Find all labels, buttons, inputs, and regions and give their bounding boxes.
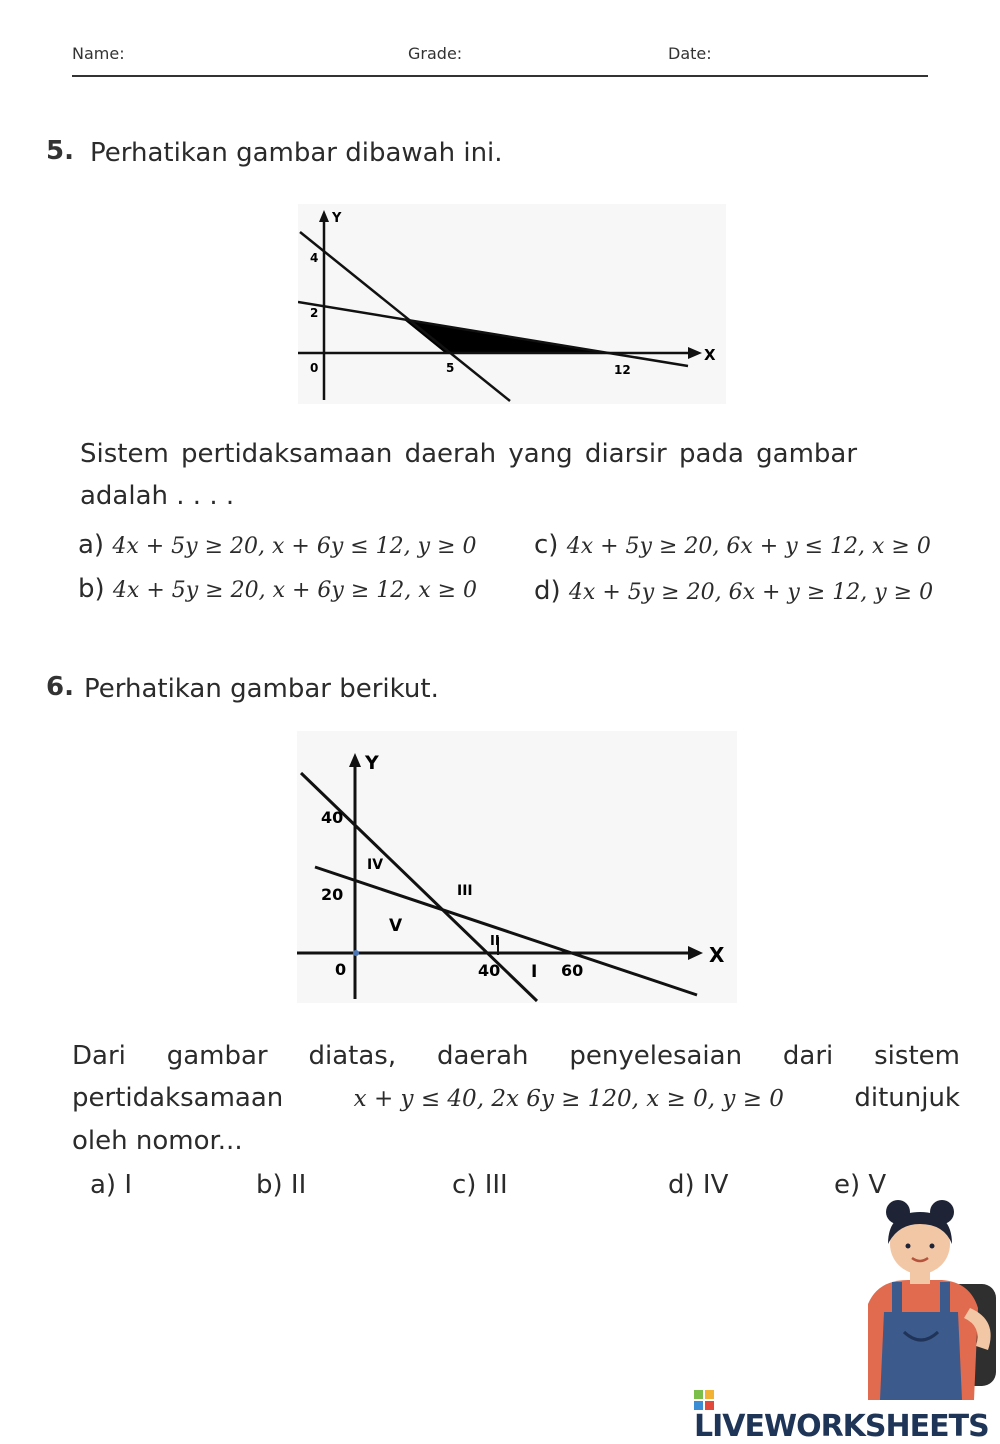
student-mascot-illustration <box>858 1200 1000 1400</box>
q6-question <box>72 1035 960 1162</box>
q6-word: daerah <box>436 1041 529 1071</box>
q5-x-tick-12: 12 <box>614 363 631 377</box>
q6-question-line3: oleh nomor... <box>72 1126 243 1156</box>
q6-x-axis-label: X <box>709 943 725 967</box>
q6-graph <box>297 731 737 1003</box>
q6-origin: 0 <box>335 960 347 979</box>
q5-option-b-label: b) <box>78 574 105 604</box>
q6-line2-suffix: ditunjuk <box>854 1083 960 1113</box>
q6-x-tick-40: 40 <box>478 961 501 980</box>
header-divider <box>72 75 928 77</box>
q5-option-c[interactable] <box>534 530 931 560</box>
q6-inequality-math: x + y ≤ 40, 2x 6y ≥ 120, x ≥ 0, y ≥ 0 <box>353 1086 784 1112</box>
q5-option-d-math: 4x + 5y ≥ 20, 6x + y ≥ 12, y ≥ 0 <box>568 580 934 605</box>
q6-region-iii: III <box>457 883 473 899</box>
q6-word: penyelesaian <box>569 1041 743 1071</box>
date-label: Date: <box>668 44 712 63</box>
q6-region-i: I <box>531 962 538 982</box>
q5-option-a[interactable] <box>78 530 477 560</box>
q6-option-e[interactable]: e) V <box>834 1170 887 1200</box>
liveworksheets-logo <box>694 1374 1000 1444</box>
q5-y-tick-4: 4 <box>310 251 319 265</box>
q6-option-b[interactable]: b) II <box>256 1170 307 1200</box>
q6-line2-prefix: pertidaksamaan <box>72 1083 284 1113</box>
q6-option-d[interactable]: d) IV <box>668 1170 729 1200</box>
q6-question-line1 <box>72 1035 960 1077</box>
q5-option-c-label: c) <box>534 530 559 560</box>
q5-graph <box>298 204 726 404</box>
brand-name: LIVEWORKSHEETS <box>694 1409 989 1444</box>
q5-option-a-math: 4x + 5y ≥ 20, x + 6y ≤ 12, y ≥ 0 <box>112 534 477 559</box>
q6-y-axis-label: Y <box>365 752 379 774</box>
q5-option-b[interactable] <box>78 574 477 604</box>
q6-region-v: V <box>389 916 403 936</box>
q5-x-axis-label: X <box>704 346 716 364</box>
q5-option-a-label: a) <box>78 530 105 560</box>
q6-word: sistem <box>874 1041 960 1071</box>
q6-y-tick-40: 40 <box>321 808 344 827</box>
q6-question-line2 <box>72 1077 960 1120</box>
q5-title: Perhatikan gambar dibawah ini. <box>90 138 503 168</box>
q6-word: dari <box>782 1041 834 1071</box>
q6-word: gambar <box>166 1041 268 1071</box>
q6-region-iv: IV <box>367 857 384 873</box>
q5-question-line2: adalah . . . . <box>80 481 235 511</box>
q5-option-c-math: 4x + 5y ≥ 20, 6x + y ≤ 12, x ≥ 0 <box>566 534 931 559</box>
q6-word: Dari <box>72 1041 126 1071</box>
q5-option-b-math: 4x + 5y ≥ 20, x + 6y ≥ 12, x ≥ 0 <box>112 578 478 603</box>
q6-x-tick-60: 60 <box>561 961 584 980</box>
q6-option-c[interactable]: c) III <box>452 1170 508 1200</box>
q5-y-axis-label: Y <box>332 211 342 226</box>
grade-label: Grade: <box>408 44 463 63</box>
q6-option-a[interactable]: a) I <box>90 1170 133 1200</box>
q6-region-ii: II <box>490 934 500 949</box>
q6-word: diatas, <box>308 1041 397 1071</box>
q5-y-tick-2: 2 <box>310 306 319 320</box>
q5-question-line1: Sistem pertidaksamaan daerah yang diarsir pada gambar <box>80 439 858 469</box>
q5-option-d[interactable] <box>534 576 933 606</box>
q5-number: 5. <box>46 136 74 166</box>
q5-option-d-label: d) <box>534 576 561 606</box>
q6-number: 6. <box>46 672 74 702</box>
logo-grid-icon <box>694 1383 714 1403</box>
q6-title: Perhatikan gambar berikut. <box>84 674 439 704</box>
q5-x-tick-5: 5 <box>446 361 455 375</box>
q5-origin: 0 <box>310 361 319 375</box>
q6-y-tick-20: 20 <box>321 885 344 904</box>
name-label: Name: <box>72 44 125 63</box>
q5-question <box>80 433 942 517</box>
